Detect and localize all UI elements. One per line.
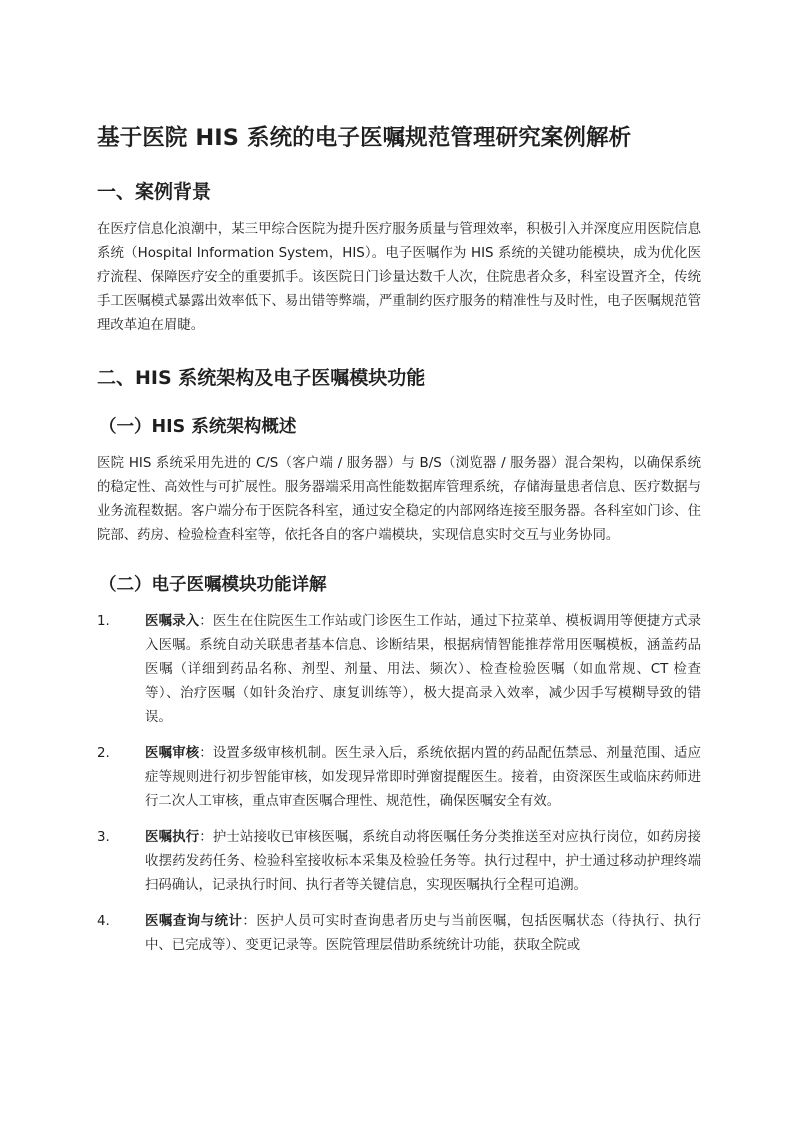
section-heading-his-architecture: 二、HIS 系统架构及电子医嘱模块功能 (97, 367, 426, 389)
list-item-number: 1. (97, 614, 110, 629)
subsection-heading-architecture-overview: （一）HIS 系统架构概述 (99, 417, 297, 437)
list-item-term: 医嘱执行 (145, 830, 200, 845)
list-item-text: ：医生在住院医生工作站或门诊医生工作站，通过下拉菜单、模板调用等便捷方式录入医嘱。系统自动关联患者基本信息、诊断结果，根据病情智能推荐常用医嘱模板，涵盖药品医嘱（详细到药品名称、剂型、剂量、用法、频次）、检查检验医嘱（如血常规、CT 检查等）、治疗医嘱（如针灸治疗、康复训练等），极大提高录入效率，减少因手写模糊导致的错误。 (145, 614, 702, 725)
list-item-number: 3. (97, 830, 110, 845)
list-item (97, 826, 701, 898)
list-item-term: 医嘱查询与统计 (145, 914, 243, 929)
list-item-number: 4. (97, 914, 110, 929)
section-paragraph-background: 在医疗信息化浪潮中，某三甲综合医院为提升医疗服务质量与管理效率，积极引入并深度应用医院信息系统（Hospital Information System，HIS）。电子医嘱作为 HIS 系统的关键功能模块，成为优化医疗流程、保障医疗安全的重要抓手。该医院日门诊量达数千人次，住院患者众多，科室设置齐全，传统手工医嘱模式暴露出效率低下、易出错等弊端，严重制约医疗服务的精准性与及时性，电子医嘱规范管理改革迫在眉睫。 (97, 222, 701, 333)
subsection-paragraph-architecture-overview: 医院 HIS 系统采用先进的 C/S（客户端 / 服务器）与 B/S（浏览器 / 服务器）混合架构，以确保系统的稳定性、高效性与可扩展性。服务器端采用高性能数据库管理系统，存储海量患者信息、医疗数据与业务流程数据。客户端分布于医院各科室，通过安全稳定的内部网络连接至服务器。各科室如门诊、住院部、药房、检验检查科室等，依托各自的客户端模块，实现信息实时交互与业务协同。 (97, 456, 701, 543)
subsection-heading-module-functions: （二）电子医嘱模块功能详解 (99, 575, 327, 595)
document-title: 基于医院 HIS 系统的电子医嘱规范管理研究案例解析 (97, 125, 632, 151)
list-item-text: ：设置多级审核机制。医生录入后，系统依据内置的药品配伍禁忌、剂量范围、适应症等规则进行初步智能审核，如发现异常即时弹窗提醒医生。接着，由资深医生或临床药师进行二次人工审核，重点审查医嘱合理性、规范性，确保医嘱安全有效。 (145, 746, 702, 809)
list-item-number: 2. (97, 746, 110, 761)
module-function-list (97, 610, 701, 958)
list-item-term: 医嘱审核 (145, 746, 200, 761)
list-item (97, 742, 701, 814)
list-item-text: ：医护人员可实时查询患者历史与当前医嘱，包括医嘱状态（待执行、执行中、已完成等）、变更记录等。医院管理层借助系统统计功能，获取全院或 (145, 914, 702, 953)
list-item-term: 医嘱录入 (145, 614, 200, 629)
section-heading-background: 一、案例背景 (97, 181, 212, 203)
document-page (97, 122, 701, 970)
list-item (97, 910, 701, 958)
list-item-text: ：护士站接收已审核医嘱，系统自动将医嘱任务分类推送至对应执行岗位，如药房接收摆药发药任务、检验科室接收标本采集及检验任务等。执行过程中，护士通过移动护理终端扫码确认，记录执行时间、执行者等关键信息，实现医嘱执行全程可追溯。 (145, 830, 702, 893)
list-item (97, 610, 701, 730)
